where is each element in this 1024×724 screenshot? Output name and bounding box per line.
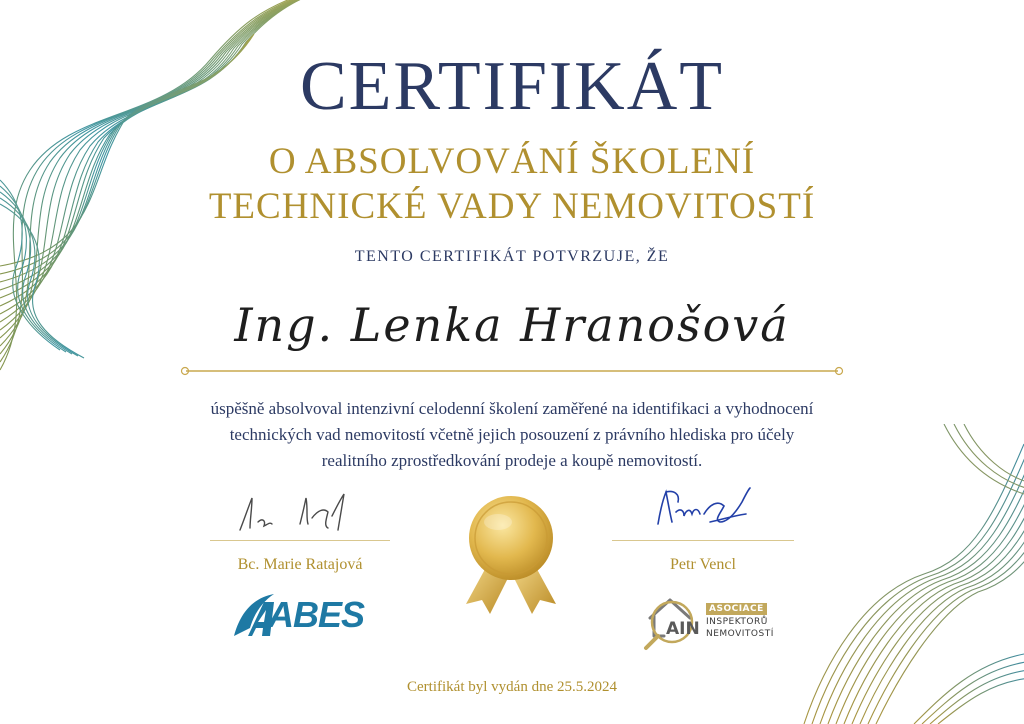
gold-seal-icon — [456, 494, 566, 620]
certificate-body — [140, 396, 884, 474]
ain-mark-text: AIN — [666, 619, 700, 639]
body-line: technických vad nemovitostí včetně jejich posouzení z právního hlediska pro účely — [229, 425, 795, 444]
signature-left — [228, 486, 358, 536]
recipient-name: Ing. Lenka Hranošová — [234, 298, 790, 352]
subtitle-line-1: O ABSOLVOVÁNÍ ŠKOLENÍ — [268, 141, 756, 182]
signer-name-right: Petr Vencl — [670, 556, 736, 573]
ain-line-2: INSPEKTORŮ — [706, 617, 768, 627]
ain-logo — [640, 590, 790, 652]
signature-line-left — [210, 540, 390, 541]
signature-line-right — [612, 540, 794, 541]
name-underline — [180, 366, 844, 376]
house-magnifier-icon — [640, 590, 704, 652]
abes-logo — [230, 588, 366, 644]
signer-name-left: Bc. Marie Ratajová — [237, 556, 363, 573]
body-line: úspěšně absolvoval intenzivní celodenní školení zaměřené na identifikaci a vyhodnocení — [210, 399, 814, 418]
body-line: realitního zprostředkování prodeje a koupě nemovitostí. — [321, 451, 703, 470]
signature-right — [650, 484, 760, 532]
issue-date: Certifikát byl vydán dne 25.5.2024 — [407, 679, 617, 695]
abes-logo-text: ABES — [268, 594, 365, 635]
certificate-title: CERTIFIKÁT — [299, 48, 725, 125]
confirmation-text: TENTO CERTIFIKÁT POTVRZUJE, ŽE — [354, 248, 670, 265]
subtitle-line-2: TECHNICKÉ VADY NEMOVITOSTÍ — [208, 186, 816, 227]
ain-line-1: ASOCIACE — [706, 603, 767, 615]
ain-line-3: NEMOVITOSTÍ — [706, 629, 774, 639]
